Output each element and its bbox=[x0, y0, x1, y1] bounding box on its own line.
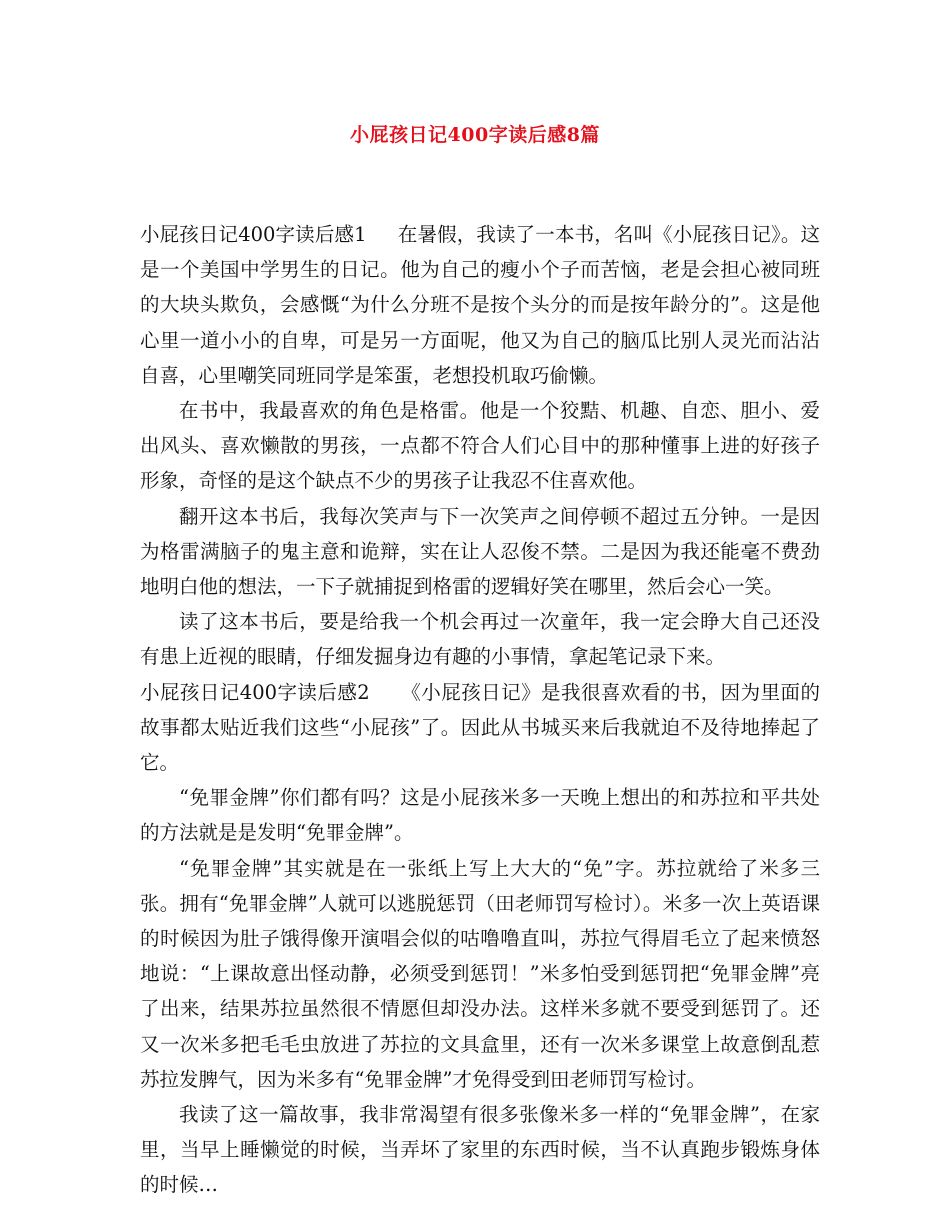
paragraph: “免罪金牌”其实就是在一张纸上写上大大的“免”字。苏拉就给了米多三张。拥有“免罪金牌”人就可以逃脱惩罚（田老师罚写检讨）。米多一次上英语课的时候因为肚子饿得像开演唱会似的咕噜噜直叫，苏拉气得眉毛立了起来愤怒地说：“上课故意出怪动静，必须受到惩罚！”米多怕受到惩罚把“免罪金牌”亮了出来，结果苏拉虽然很不情愿但却没办法。这样米多就不要受到惩罚了。还又一次米多把毛毛虫放进了苏拉的文具盒里，还有一次米多课堂上故意倒乱惹苏拉发脾气，因为米多有“免罪金牌”才免得受到田老师罚写检讨。 bbox=[140, 856, 820, 1091]
paragraph: 在书中，我最喜欢的角色是格雷。他是一个狡黠、机趣、自恋、胆小、爱出风头、喜欢懒散的男孩，一点都不符合人们心目中的那种懂事上进的好孩子形象，奇怪的是这个缺点不少的男孩子让我忍不住喜欢他。 bbox=[140, 399, 820, 493]
section-2-intro-paragraph bbox=[140, 675, 820, 781]
document-title: 小屁孩日记400字读后感8篇 bbox=[350, 124, 600, 146]
section-1-first-paragraph: 在暑假，我读了一本书，名叫《小屁孩日记》。这是一个美国中学男生的日记。他为自己的瘦小个子而苦恼，老是会担心被同班的大块头欺负，会感慨“为什么分班不是按个头分的而是按年龄分的”。这是他心里一道小小的自卑，可是另一方面呢，他又为自己的脑瓜比别人灵光而沾沾自喜，心里嘲笑同班同学是笨蛋，老想投机取巧偷懒。 bbox=[140, 223, 820, 387]
paragraph: 翻开这本书后，我每次笑声与下一次笑声之间停顿不超过五分钟。一是因为格雷满脑子的鬼主意和诡辩，实在让人忍俊不禁。二是因为我还能毫不费劲地明白他的想法，一下子就捕捉到格雷的逻辑好笑在哪里，然后会心一笑。 bbox=[140, 504, 820, 599]
paragraph: 我读了这一篇故事，我非常渴望有很多张像米多一样的“免罪金牌”，在家里，当早上睡懒觉的时候，当弄坏了家里的东西时候，当不认真跑步锻炼身体的时候… bbox=[140, 1103, 820, 1197]
section-1-intro-paragraph bbox=[140, 217, 820, 393]
section-2-heading: 小屁孩日记400字读后感2 bbox=[140, 680, 370, 704]
section-1-heading: 小屁孩日记400字读后感1 bbox=[140, 223, 367, 246]
paragraph: 读了这本书后，要是给我一个机会再过一次童年，我一定会睁大自己还没有患上近视的眼睛，仔细发掘身边有趣的小事情，拿起笔记录下来。 bbox=[140, 610, 820, 669]
document-body bbox=[140, 217, 820, 1203]
paragraph: “免罪金牌”你们都有吗？这是小屁孩米多一天晚上想出的和苏拉和平共处的方法就是是发明“免罪金牌”。 bbox=[140, 786, 820, 845]
section-2-first-paragraph: 《小屁孩日记》是我很喜欢看的书，因为里面的故事都太贴近我们这些“小屁孩”了。因此从书城买来后我就迫不及待地捧起了它。 bbox=[140, 680, 820, 775]
